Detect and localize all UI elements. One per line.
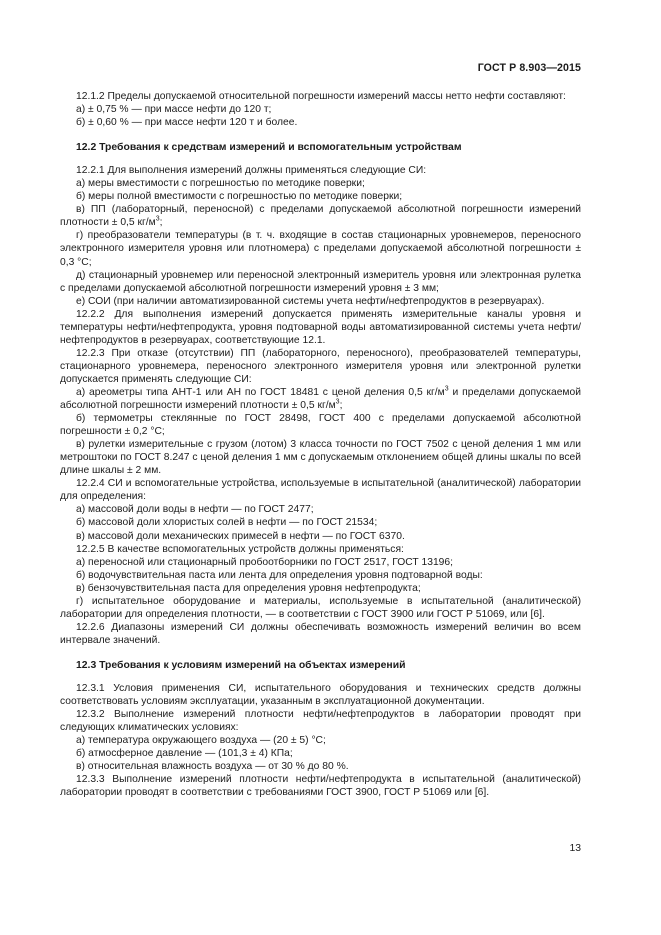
paragraph: б) водочувствительная паста или лента для определения уровня подтоварной воды: <box>76 569 483 581</box>
paragraph: в) рулетки измерительные с грузом (лотом) 3 класса точности по ГОСТ 7502 с ценой деления 1 мм или метроштоки по ГОСТ 8.247 с ценой деления 1 мм с допускаемым отклонением общей длины шкалы по всей длине шкалы ± 2 мм. <box>60 439 582 477</box>
paragraph: а) ареометры типа АНТ-1 или АН по ГОСТ 18481 с ценой деления 0,5 $кг/м^3$ и пределами допускаемой абсолютной погрешности измерений плотности ± 0,5 $кг/м^3$; <box>60 385 581 412</box>
paragraph: в) относительная влажность воздуха — от 30 % до 80 %. <box>76 761 349 773</box>
paragraph: г) испытательное оборудование и материалы, используемые в испытательной (аналитической) лаборатории для определения плотности, — в соответствии с ГОСТ 3900 или ГОСТ Р 51069, или [6]. <box>60 595 581 620</box>
spacer <box>60 129 581 141</box>
paragraph: б) термометры стеклянные по ГОСТ 28498, ГОСТ 400 с пределами допускаемой абсолютной погрешности ± 0,2 °С; <box>60 413 581 438</box>
paragraph: в) бензочувствительная паста для определения уровня нефтепродукта; <box>76 582 421 594</box>
paragraph: б) атмосферное давление — (101,3 ± 4) КПа; <box>76 748 293 760</box>
paragraph: 12.2.4 СИ и вспомогательные устройства, используемые в испытательной (аналитической) лаборатории для определения: <box>60 478 581 503</box>
paragraph: д) стационарный уровнемер или переносной электронный измеритель уровня или электронная рулетка с пределами допускаемой абсолютной погрешности измерений уровня ± 3 мм; <box>60 269 581 294</box>
paragraph: 12.2.1 Для выполнения измерений должны применяться следующие СИ: <box>76 165 427 177</box>
paragraph: а) температура окружающего воздуха — (20 ± 5) °С; <box>76 735 326 747</box>
paragraph: 12.3.2 Выполнение измерений плотности нефти/нефтепродуктов в лаборатории проводят при следующих климатических условиях: <box>60 709 581 734</box>
paragraph: 12.2.2 Для выполнения измерений допускается применять измерительные каналы уровня и температуры нефти/нефтепродукта, уровня подтоварной воды автоматизированной системы учета нефти/нефтепродуктов в резервуарах, соответствующие 12.1. <box>60 308 581 346</box>
section-heading: 12.3 Требования к условиям измерений на объектах измерений <box>76 659 406 671</box>
spacer <box>60 154 581 164</box>
spacer <box>60 672 581 682</box>
paragraph: 12.2.3 При отказе (отсутствии) ПП (лабораторного, переносного), преобразователей температуры, стационарного уровнемера, переносного электронного измерителя уровня или электронной рулетки допускается применять следующие СИ: <box>60 347 581 385</box>
paragraph: г) преобразователи температуры (в т. ч. входящие в состав стационарных уровнемеров, переносного электронного измерителя уровня или плотномера) с пределами допускаемой абсолютной погрешности ± 0,3 °С; <box>60 230 581 268</box>
paragraph: 12.2.5 В качестве вспомогательных устройств должны применяться: <box>76 543 404 555</box>
paragraph: 12.2.6 Диапазоны измерений СИ должны обеспечивать возможность измерений величин во всем интервале значений. <box>60 621 581 646</box>
paragraph: а) меры вместимости с погрешностью по методике поверки; <box>76 178 365 190</box>
paragraph: 12.1.2 Пределы допускаемой относительной погрешности измерений массы нетто нефти составляют: <box>76 91 566 102</box>
paragraph: в) массовой доли механических примесей в нефти — по ГОСТ 6370. <box>76 530 405 542</box>
document-header: ГОСТ Р 8.903—2015 <box>477 62 581 74</box>
document-body <box>60 90 581 799</box>
page-number: 13 <box>569 843 581 854</box>
section-heading: 12.2 Требования к средствам измерений и вспомогательным устройствам <box>76 142 462 154</box>
spacer <box>60 647 581 659</box>
paragraph: б) массовой доли хлористых солей в нефти — по ГОСТ 21534; <box>76 517 378 529</box>
paragraph: е) СОИ (при наличии автоматизированной системы учета нефти/нефтепродуктов в резервуарах). <box>76 295 545 307</box>
paragraph: 12.3.3 Выполнение измерений плотности нефти/нефтепродукта в испытательной (аналитической) лаборатории проводят в соответствии с требованиями ГОСТ 3900, ГОСТ Р 51069 или [6]. <box>60 774 581 799</box>
paragraph: а) ± 0,75 % — при массе нефти до 120 т; <box>76 104 272 116</box>
paragraph: а) массовой доли воды в нефти — по ГОСТ 2477; <box>76 504 314 516</box>
paragraph: б) меры полной вместимости с погрешностью по методике поверки; <box>76 191 403 203</box>
paragraph: б) ± 0,60 % — при массе нефти 120 т и более. <box>76 117 298 129</box>
paragraph: в) ПП (лабораторный, переносной) с пределами допускаемой абсолютной погрешности измерений плотности ± 0,5 $кг/м^3$; <box>60 204 581 229</box>
paragraph: 12.3.1 Условия применения СИ, испытательного оборудования и технических средств должны соответствовать условиям эксплуатации, указанным в эксплуатационной документации. <box>60 682 581 708</box>
paragraph: а) переносной или стационарный пробоотборники по ГОСТ 2517, ГОСТ 13196; <box>76 556 453 568</box>
